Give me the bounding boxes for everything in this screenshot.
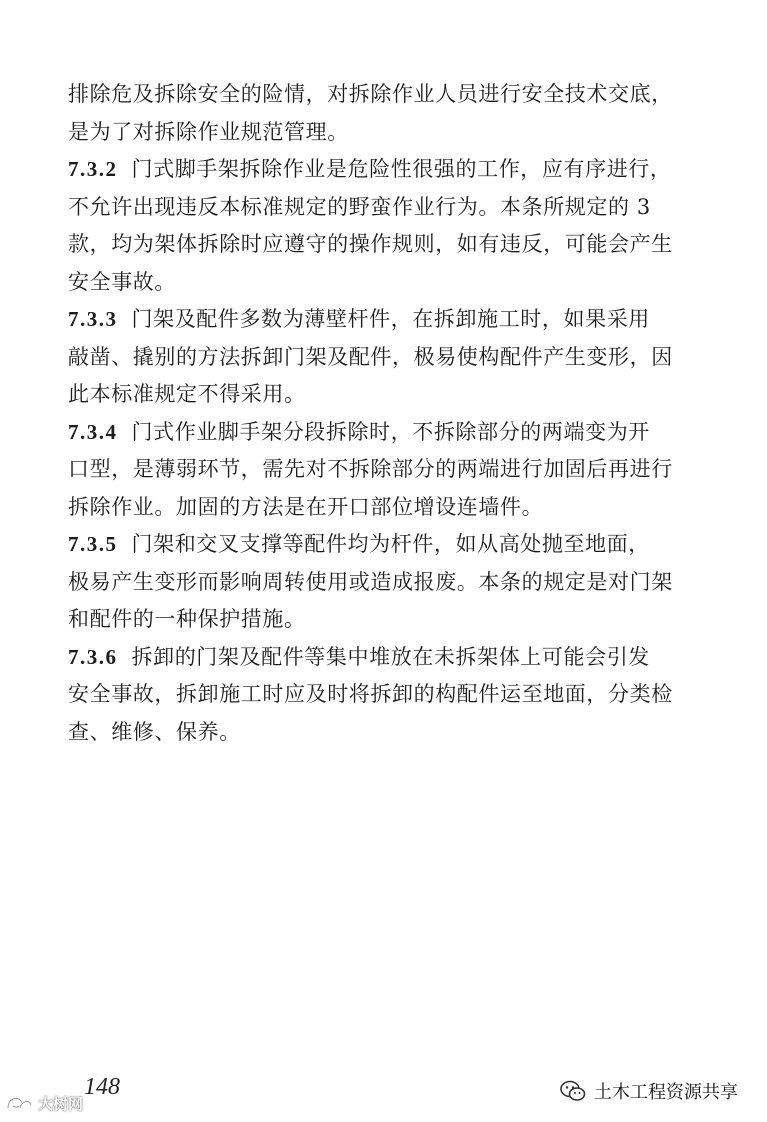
line-text: 安全事故。 bbox=[68, 269, 176, 294]
text-line bbox=[68, 189, 698, 227]
page-number: 148 bbox=[84, 1074, 120, 1100]
text-line bbox=[68, 414, 698, 452]
text-line bbox=[68, 151, 698, 189]
text-line bbox=[68, 564, 698, 602]
line-text: 门式作业脚手架分段拆除时，不拆除部分的两端变为开 bbox=[131, 419, 650, 444]
line-text: 查、维修、保养。 bbox=[68, 719, 241, 744]
line-text: 敲凿、撬别的方法拆卸门架及配件，极易使构配件产生变形，因 bbox=[68, 344, 673, 369]
text-line bbox=[68, 226, 698, 264]
text-line bbox=[68, 301, 698, 339]
line-text: 门架和交叉支撑等配件均为杆件，如从高处抛至地面， bbox=[131, 532, 650, 556]
section-number: 7.3.4 bbox=[68, 419, 118, 444]
line-text: 门式脚手架拆除作业是危险性很强的工作，应有序进行， bbox=[131, 157, 672, 181]
site-watermark bbox=[4, 1092, 83, 1114]
wechat-watermark bbox=[560, 1078, 738, 1104]
text-line bbox=[68, 339, 698, 377]
section-number: 7.3.6 bbox=[68, 644, 118, 669]
text-line bbox=[68, 489, 698, 527]
line-text: 拆除作业。加固的方法是在开口部位增设连墙件。 bbox=[68, 494, 544, 519]
section-number: 7.3.3 bbox=[68, 307, 118, 331]
text-line bbox=[68, 526, 698, 564]
line-text: 和配件的一种保护措施。 bbox=[68, 607, 306, 631]
line-text: 安全事故，拆卸施工时应及时将拆卸的构配件运至地面，分类检 bbox=[68, 682, 673, 706]
line-text: 是为了对拆除作业规范管理。 bbox=[68, 119, 349, 144]
watermark-text: 土木工程资源共享 bbox=[594, 1082, 738, 1103]
text-line bbox=[68, 114, 698, 152]
text-line bbox=[68, 601, 698, 639]
site-logo-icon bbox=[4, 1092, 34, 1114]
text-line bbox=[68, 264, 698, 302]
line-text: 口型，是薄弱环节，需先对不拆除部分的两端进行加固后再进行 bbox=[68, 457, 673, 481]
text-line bbox=[68, 451, 698, 489]
line-text: 款，均为架体拆除时应遵守的操作规则，如有违反，可能会产生 bbox=[68, 232, 673, 256]
text-line bbox=[68, 676, 698, 714]
text-line bbox=[68, 714, 698, 752]
line-text: 拆卸的门架及配件等集中堆放在未拆架体上可能会引发 bbox=[131, 644, 650, 669]
section-number: 7.3.2 bbox=[68, 157, 118, 181]
line-text: 极易产生变形而影响周转使用或造成报废。本条的规定是对门架 bbox=[68, 569, 673, 594]
line-text: 门架及配件多数为薄壁杆件，在拆卸施工时，如果采用 bbox=[131, 307, 650, 331]
document-body bbox=[68, 76, 698, 751]
line-text: 不允许出现违反本标准规定的野蛮作业行为。本条所规定的 3 bbox=[68, 194, 651, 219]
line-text: 排除危及拆除安全的险情，对拆除作业人员进行安全技术交底， bbox=[68, 82, 673, 106]
watermark-text: 大树网 bbox=[38, 1094, 84, 1113]
wechat-icon bbox=[560, 1080, 586, 1102]
text-line bbox=[68, 76, 698, 114]
text-line bbox=[68, 376, 698, 414]
section-number: 7.3.5 bbox=[68, 532, 118, 556]
line-text: 此本标准规定不得采用。 bbox=[68, 382, 306, 406]
text-line bbox=[68, 639, 698, 677]
